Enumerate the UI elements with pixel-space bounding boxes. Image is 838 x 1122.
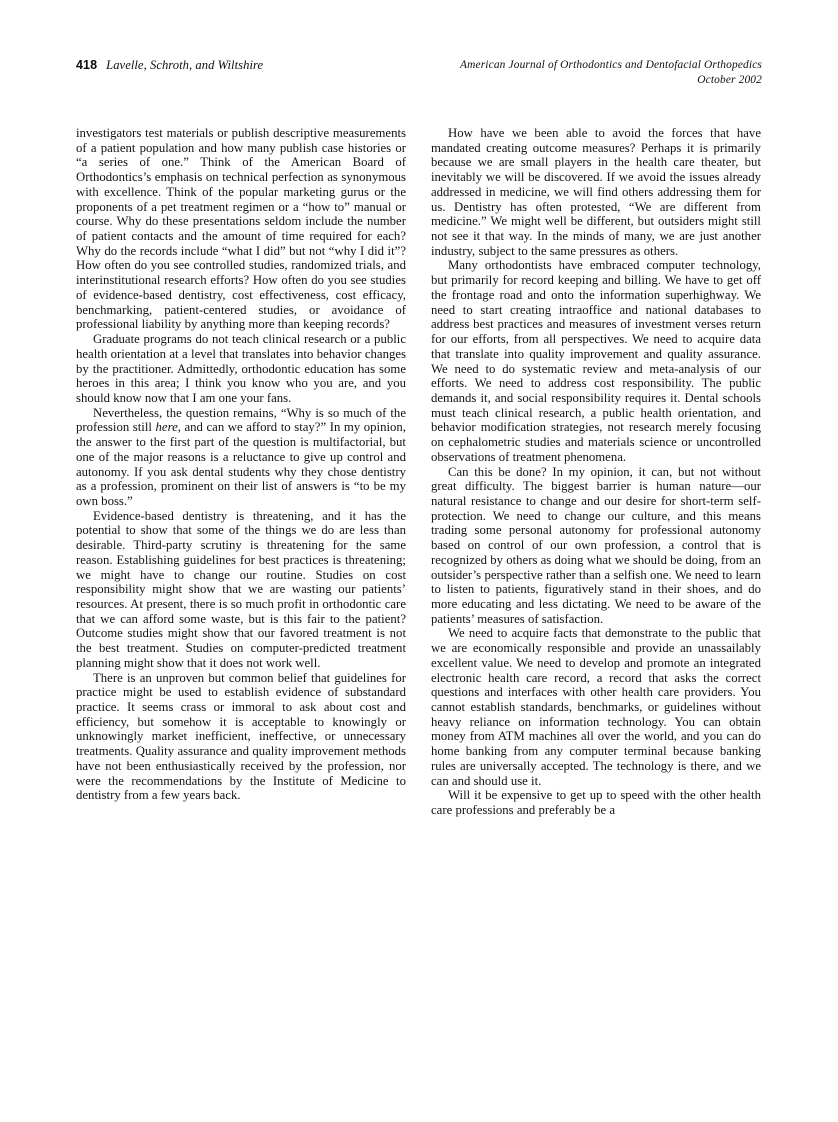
paragraph: Can this be done? In my opinion, it can, but not without great difficulty. The biggest barrier is human nature—our natural resistance to change and our desire for short-term self-protection. We need to change our culture, and this means trading some personal autonomy for professional autonomy based on control of our own profession, a control that is recognized by others as doing what we should be doing, from an outsider’s perspective rather than a selfish one. We need to learn to listen to patients, figuratively stand in their shoes, and do more educating and less dictating. We need to be aware of the patients’ measures of satisfaction. bbox=[431, 464, 761, 626]
page-number: 418 bbox=[76, 58, 98, 72]
running-head-right bbox=[460, 58, 762, 87]
paragraph bbox=[76, 406, 406, 509]
running-head-left bbox=[76, 58, 263, 72]
paragraph: investigators test materials or publish descriptive measurements of a patient population and how many publish case histories or “a series of one.” Think of the American Board of Orthodontics’s emphasis on technical perfection as synonymous with excellence. Think of the popular marketing gurus or the proponents of a pet treatment regimen or a “how to” manual or course. Why do these presentations seldom include the number of patient contacts and the amount of time required for each? Why do the records include “what I did” but not “why I did it”? How often do you see controlled studies, randomized trials, and interinstitutional research efforts? How often do you see studies of evidence-based dentistry, cost effectiveness, cost efficacy, benchmarking, patient-centered studies, or avoidance of professional liability by anything more than keeping records? bbox=[76, 126, 406, 332]
paragraph: Many orthodontists have embraced computer technology, but primarily for record keeping and billing. We have to get off the frontage road and onto the information superhighway. We need to start creating intraoffice and national databases to address best practices and measures of investment verses return for our efforts, from all perspectives. We need to acquire data that translate into quality improvement and quality assurance. We need to do systematic review and meta-analysis of our efforts. We need to address cost responsibility. The public demands it, and social responsibility requires it. Dental schools must teach clinical research, a public health orientation, and behavior modification strategies, not research merely focusing on cephalometric studies and materials science or uncontrolled observations of treatment phenomena. bbox=[431, 258, 761, 464]
journal-title: American Journal of Orthodontics and Dentofacial Orthopedics bbox=[460, 59, 762, 71]
emphasis-here: here bbox=[155, 420, 178, 435]
running-head bbox=[76, 58, 762, 100]
right-column bbox=[431, 126, 761, 818]
paragraph: Evidence-based dentistry is threatening, and it has the potential to show that some of the things we do are less than desirable. Third-party scrutiny is threatening for the same reason. Establishing guidelines for best practices is threatening; we might have to change our routine. Studies on cost responsibility might show that we are wasting our patients’ resources. At present, there is so much profit in orthodontic care that we can afford some waste, but is this fair to the patient? Outcome studies might show that our favored treatment is not the best treatment. Studies on computer-predicted treatment planning might show that it does not work well. bbox=[76, 508, 406, 670]
paragraph: We need to acquire facts that demonstrate to the public that we are economically responsible and provide an unassailably excellent value. We need to develop and promote an integrated electronic health care record, a record that asks the correct questions and interfaces with other health care providers. You cannot establish standards, benchmarks, or guidelines without heavy reliance on information technology. You can obtain money from ATM machines all over the world, and you can do home banking from any computer terminal because banking rules are universally accepted. The technology is there, and we can and should use it. bbox=[431, 626, 761, 788]
paragraph: Graduate programs do not teach clinical research or a public health orientation at a level that translates into behavior changes by the practitioner. Admittedly, orthodontic education has some heroes in this area; I think you know who you are, and you should know now that I am one your fans. bbox=[76, 332, 406, 405]
running-head-authors: Lavelle, Schroth, and Wiltshire bbox=[106, 58, 264, 72]
paragraph-text-part: Nevertheless, the question remains, “Why is so much of the profession still bbox=[76, 405, 406, 435]
paragraph: There is an unproven but common belief that guidelines for practice might be used to establish evidence of substandard practice. It seems crass or immoral to ask about cost and efficiency, but somehow it is acceptable to knowingly or unknowingly market inefficient, ineffective, or unnecessary treatments. Quality assurance and quality improvement methods have not been enthusiastically received by the profession, nor were the recommendations by the Institute of Medicine to dentistry from a few years back. bbox=[76, 670, 406, 803]
paragraph-text-part: , and can we afford to stay?” In my opinion, the answer to the first part of the question is multifactorial, but one of the major reasons is a reluctance to give up control and autonomy. If you ask dental students why they chose dentistry as a profession, prominent on their list of answers is “to be my own boss.” bbox=[76, 420, 406, 508]
left-column bbox=[76, 126, 406, 803]
paragraph: How have we been able to avoid the forces that have mandated creating outcome measures? Perhaps it is primarily because we are small players in the health care theater, but inevitably we will be discovered. If we avoid the issues already addressed in medicine, we will find others addressing them for us. Dentistry has often protested, “We are different from medicine.” We might well be different, but outsiders might still not see it that way. In the minds of many, we are just another industry, subject to the same pressures as others. bbox=[431, 126, 761, 258]
paragraph: Will it be expensive to get up to speed with the other health care professions and preferably be a bbox=[431, 788, 761, 818]
issue-date: October 2002 bbox=[697, 73, 762, 86]
